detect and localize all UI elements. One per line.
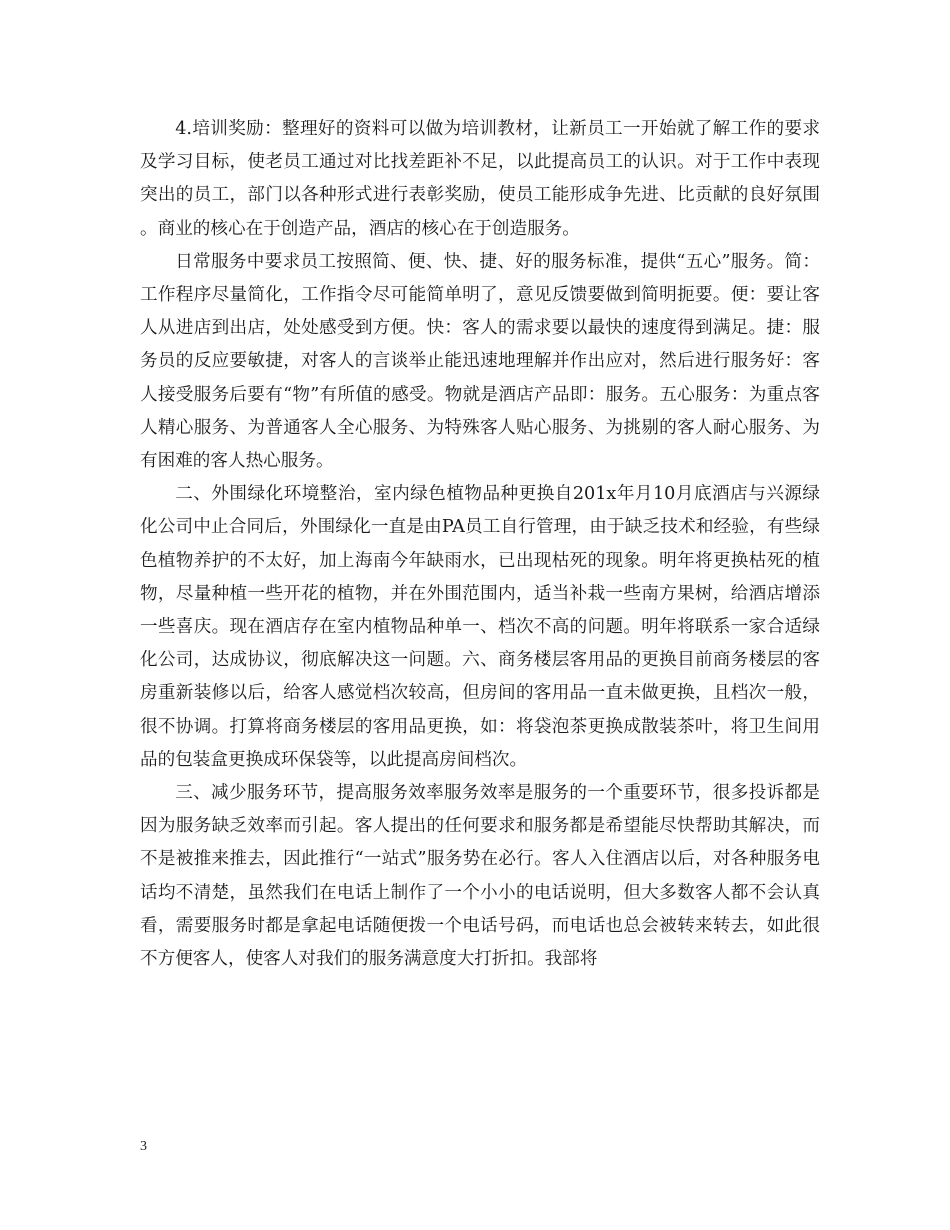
paragraph-five-heart-service: 日常服务中要求员工按照简、便、快、捷、好的服务标准，提供“五心”服务。简：工作程序尽量简化，工作指令尽可能简单明了，意见反馈要做到简明扼要。便：要让客人从进店到出店，处处感受到方便。快：客人的需求要以最快的速度得到满足。捷：服务员的反应要敏捷，对客人的言谈举止能迅速地理解并作出应对，然后进行服务好：客人接受服务后要有“物”有所值的感受。物就是酒店产品即：服务。五心服务：为重点客人精心服务、为普通客人全心服务、为特殊客人贴心服务、为挑剔的客人耐心服务、为有困难的客人热心服务。 [140,251,820,472]
paragraph-greening-environment: 二、外围绿化环境整治，室内绿色植物品种更换自201x年月10月底酒店与兴源绿化公司中止合同后，外围绿化一直是由PA员工自行管理，由于缺乏技术和经验，有些绿色植物养护的不太好，加上海南今年缺雨水，已出现枯死的现象。明年将更换枯死的植物，尽量种植一些开花的植物，并在外围范围内，适当补栽一些南方果树，给酒店增添一些喜庆。现在酒店存在室内植物品种单一、档次不高的问题。明年将联系一家合适绿化公司，达成协议，彻底解决这一问题。六、商务楼层客用品的更换目前商务楼层的客房重新装修以后，给客人感觉档次较高，但房间的客用品一直未做更换，且档次一般，很不协调。打算将商务楼层的客用品更换，如：将袋泡茶更换成散装茶叶，将卫生间用品的包装盒更换成环保袋等，以此提高房间档次。 [140,484,820,770]
document-body [140,113,820,976]
paragraph-service-efficiency: 三、减少服务环节，提高服务效率服务效率是服务的一个重要环节，很多投诉都是因为服务缺乏效率而引起。客人提出的任何要求和服务都是希望能尽快帮助其解决，而不是被推来推去，因此推行“一站式”服务势在必行。客人入住酒店以后，对各种服务电话均不清楚，虽然我们在电话上制作了一个小小的电话说明，但大多数客人都不会认真看，需要服务时都是拿起电话随便拨一个电话号码，而电话也总会被转来转去，如此很不方便客人，使客人对我们的服务满意度大打折扣。我部将 [140,783,820,970]
page-number: 3 [140,1139,147,1154]
paragraph-training-rewards: 4.培训奖励：整理好的资料可以做为培训教材，让新员工一开始就了解工作的要求及学习目标，使老员工通过对比找差距补不足，以此提高员工的认识。对于工作中表现突出的员工，部门以各种形式进行表彰奖励，使员工能形成争先进、比贡献的良好氛围。商业的核心在于创造产品，酒店的核心在于创造服务。 [140,119,820,239]
